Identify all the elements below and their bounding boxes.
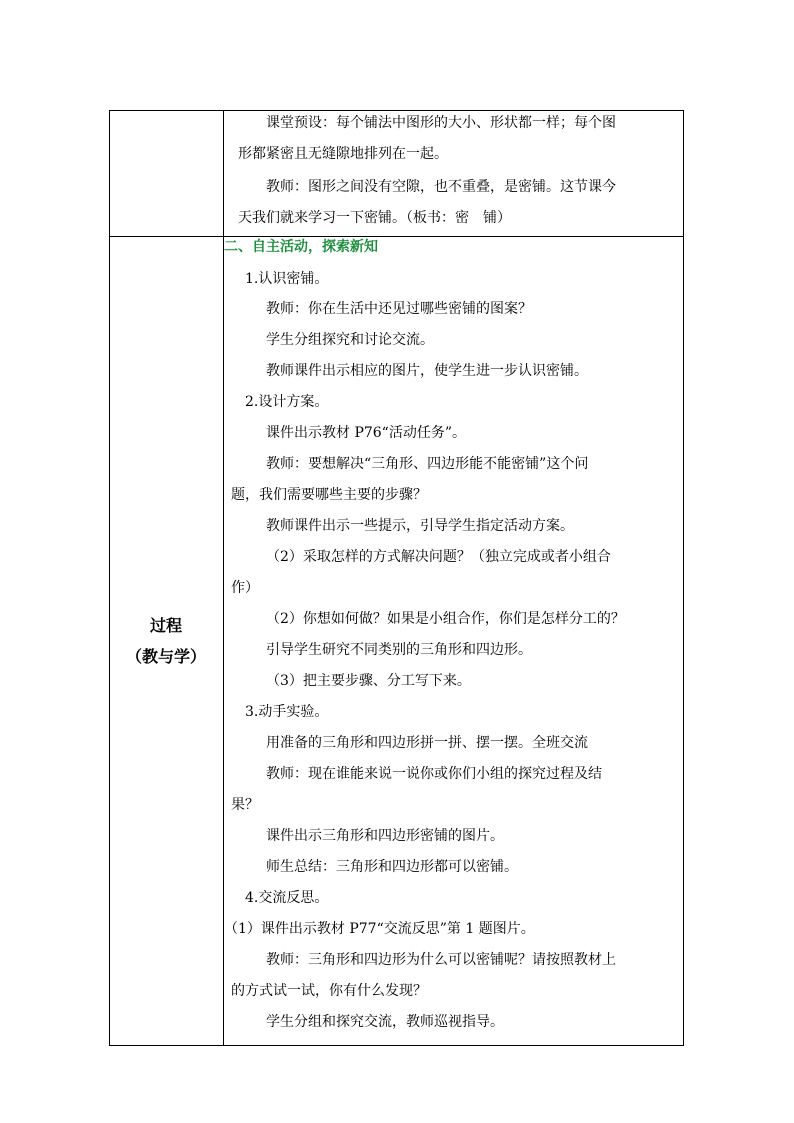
text-line: 课件出示三角形和四边形密铺的图片。 [266,828,504,844]
row1-content-cell [224,110,682,236]
text-line: （2）采取怎样的方式解决问题？（独立完成或者小组合 [266,549,611,565]
section-heading: 二、自主活动，探索新知 [224,239,378,255]
text-line: 的方式试一试，你有什么发现？ [231,983,427,999]
table-bottom-border [109,1045,684,1046]
text-line: 用准备的三角形和四边形拼一拼、摆一摆。全班交流 [266,735,588,751]
text-line: 课件出示教材 P76“活动任务”。 [266,425,466,441]
row2-content-cell [224,237,682,1045]
text-line: 教师：要想解决“三角形、四边形能不能密铺”这个问 [266,456,589,472]
text-line: 天我们就来学习一下密铺。（板书：密 铺） [238,210,511,226]
text-line: 形都紧密且无缝隙地排列在一起。 [238,146,448,162]
table-right-border [683,110,684,1046]
text-line: 3.动手实验。 [245,704,329,720]
text-line: 教师：三角形和四边形为什么可以密铺呢？请按照教材上 [266,952,616,968]
text-line: 教师课件出示一些提示，引导学生指定活动方案。 [266,518,574,534]
text-line: 学生分组和探究交流，教师巡视指导。 [266,1014,504,1030]
text-line: 教师课件出示相应的图片，使学生进一步认识密铺。 [266,363,588,379]
text-line: 4.交流反思。 [245,890,329,906]
text-line: 题，我们需要哪些主要的步骤？ [231,487,427,503]
text-line: 学生分组探究和讨论交流。 [266,332,434,348]
lesson-table [109,110,684,1046]
text-line: （1）课件出示教材 P77“交流反思”第 1 题图片。 [224,921,535,937]
text-line: 课堂预设：每个铺法中图形的大小、形状都一样；每个图 [266,115,616,131]
text-line: 1.认识密铺。 [245,271,329,287]
text-line: 2.设计方案。 [245,394,329,410]
row2-label-cell [109,237,223,1045]
text-line: 引导学生研究不同类别的三角形和四边形。 [266,642,532,658]
text-line: 教师：现在谁能来说一说你或你们小组的探究过程及结 [266,766,602,782]
text-line: 教师：你在生活中还见过哪些密铺的图案？ [266,301,532,317]
text-line: 教师：图形之间没有空隙，也不重叠，是密铺。这节课今 [266,179,616,195]
text-line: 师生总结：三角形和四边形都可以密铺。 [266,859,518,875]
row1-label-cell [109,110,223,236]
section-label: 过程 [149,616,182,635]
text-line: （2）你想如何做？如果是小组合作，你们是怎样分工的？ [266,611,625,627]
text-line: （3）把主要步骤、分工写下来。 [266,673,471,689]
section-label-sub: （教与学） [125,647,206,666]
text-line: 果？ [231,797,259,813]
text-line: 作） [231,580,259,596]
